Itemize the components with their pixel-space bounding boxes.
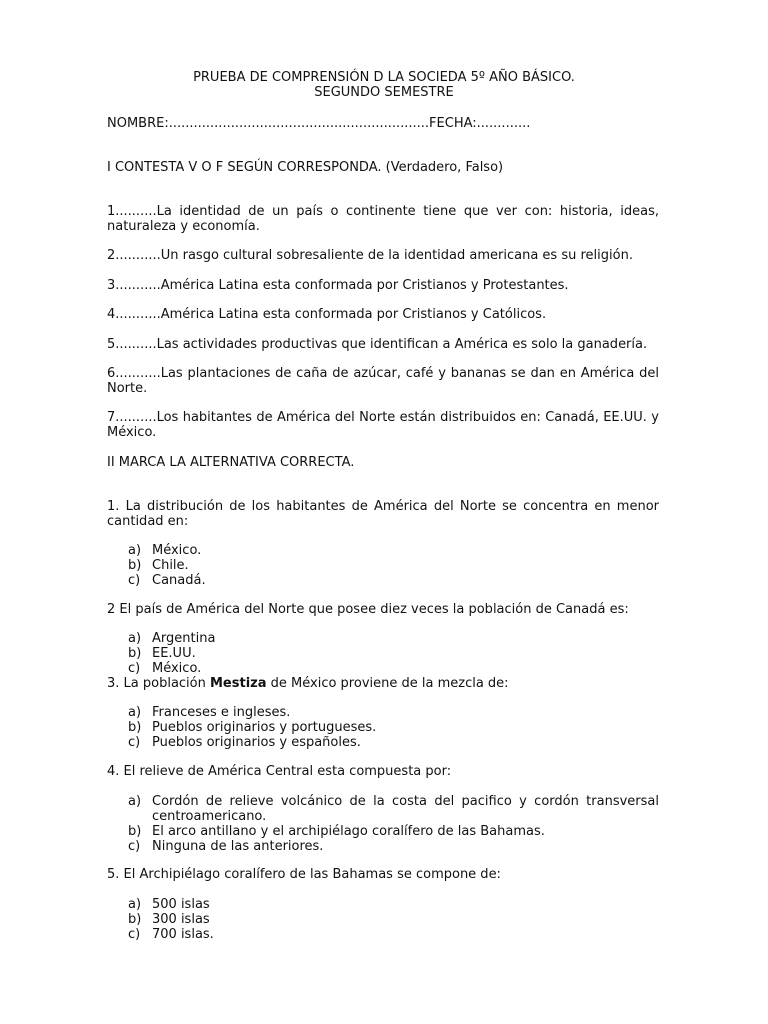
question-3-text: [107, 676, 659, 691]
tf-item-3: 3...........América Latina esta conformada por Cristianos y Protestantes.: [107, 278, 569, 293]
tf-item-6: 6...........Las plantaciones de caña de azúcar, café y bananas se dan en América del Norte.: [107, 366, 659, 396]
option-item: [107, 897, 659, 912]
option-marker: c): [128, 839, 141, 854]
option-text: Ninguna de las anteriores.: [152, 839, 324, 854]
option-marker: c): [128, 573, 141, 588]
question-3-text-before: 3. La población: [107, 676, 210, 691]
option-text: 500 islas: [152, 897, 210, 912]
question-2-options: [107, 631, 659, 676]
option-item: [107, 543, 659, 558]
question-5-text: 5. El Archipiélago coralífero de las Bahamas se compone de:: [107, 867, 501, 882]
option-marker: c): [128, 927, 141, 942]
option-item: [107, 705, 659, 720]
option-item: [107, 631, 659, 646]
option-marker: a): [128, 897, 142, 912]
option-item: [107, 839, 659, 854]
question-4-options: [107, 794, 659, 854]
option-item: [107, 824, 659, 839]
option-marker: a): [128, 631, 142, 646]
section-1-heading: I CONTESTA V O F SEGÚN CORRESPONDA. (Verdadero, Falso): [107, 160, 504, 175]
option-text: 300 islas: [152, 912, 210, 927]
option-text: Pueblos originarios y españoles.: [152, 735, 361, 750]
option-item: [107, 720, 659, 735]
option-text: Canadá.: [152, 573, 206, 588]
exam-header: [0, 70, 768, 100]
option-text: México.: [152, 661, 202, 676]
question-5-options: [107, 897, 659, 942]
option-marker: c): [128, 661, 141, 676]
tf-item-4: 4...........América Latina esta conformada por Cristianos y Católicos.: [107, 307, 547, 322]
option-item: [107, 927, 659, 942]
option-marker: a): [128, 705, 142, 720]
exam-subtitle: SEGUNDO SEMESTRE: [314, 85, 454, 100]
option-item: [107, 912, 659, 927]
option-item: [107, 558, 659, 573]
option-marker: b): [128, 646, 142, 661]
option-marker: b): [128, 912, 142, 927]
question-3-bold-term: Mestiza: [210, 676, 267, 691]
tf-item-1: 1..........La identidad de un país o continente tiene que ver con: historia, ideas, naturaleza y economía.: [107, 204, 659, 234]
question-1-options: [107, 543, 659, 588]
option-marker: c): [128, 735, 141, 750]
question-3-text-after: de México proviene de la mezcla de:: [266, 676, 509, 691]
option-text: Cordón de relieve volcánico de la costa del pacifico y cordón transversal centroamericano.: [152, 794, 659, 824]
option-marker: a): [128, 794, 142, 809]
option-item: [107, 573, 659, 588]
option-item: [107, 735, 659, 750]
section-2-heading: II MARCA LA ALTERNATIVA CORRECTA.: [107, 455, 355, 470]
option-item: [107, 794, 659, 824]
option-item: [107, 661, 659, 676]
option-marker: b): [128, 824, 142, 839]
option-text: 700 islas.: [152, 927, 214, 942]
tf-item-2: 2...........Un rasgo cultural sobresaliente de la identidad americana es su religión.: [107, 248, 633, 263]
option-text: Argentina: [152, 631, 216, 646]
option-marker: b): [128, 720, 142, 735]
option-item: [107, 646, 659, 661]
tf-item-5: 5..........Las actividades productivas que identifican a América es solo la ganadería.: [107, 337, 648, 352]
question-3-options: [107, 705, 659, 750]
question-4-text: 4. El relieve de América Central esta compuesta por:: [107, 764, 452, 779]
question-1-text: 1. La distribución de los habitantes de América del Norte se concentra en menor cantidad en:: [107, 499, 659, 529]
option-text: EE.UU.: [152, 646, 196, 661]
option-text: Pueblos originarios y portugueses.: [152, 720, 377, 735]
option-marker: b): [128, 558, 142, 573]
option-text: Franceses e ingleses.: [152, 705, 291, 720]
option-text: México.: [152, 543, 202, 558]
option-text: El arco antillano y el archipiélago coralífero de las Bahamas.: [152, 824, 545, 839]
question-2-text: 2 El país de América del Norte que posee diez veces la población de Canadá es:: [107, 602, 629, 617]
tf-item-7: 7..........Los habitantes de América del Norte están distribuidos en: Canadá, EE.UU. y México.: [107, 410, 659, 440]
exam-title: PRUEBA DE COMPRENSIÓN D LA SOCIEDA 5º AÑO BÁSICO.: [193, 70, 575, 85]
name-date-line: NOMBRE:...............................................................FECHA:.............: [107, 116, 531, 131]
option-marker: a): [128, 543, 142, 558]
option-text: Chile.: [152, 558, 189, 573]
